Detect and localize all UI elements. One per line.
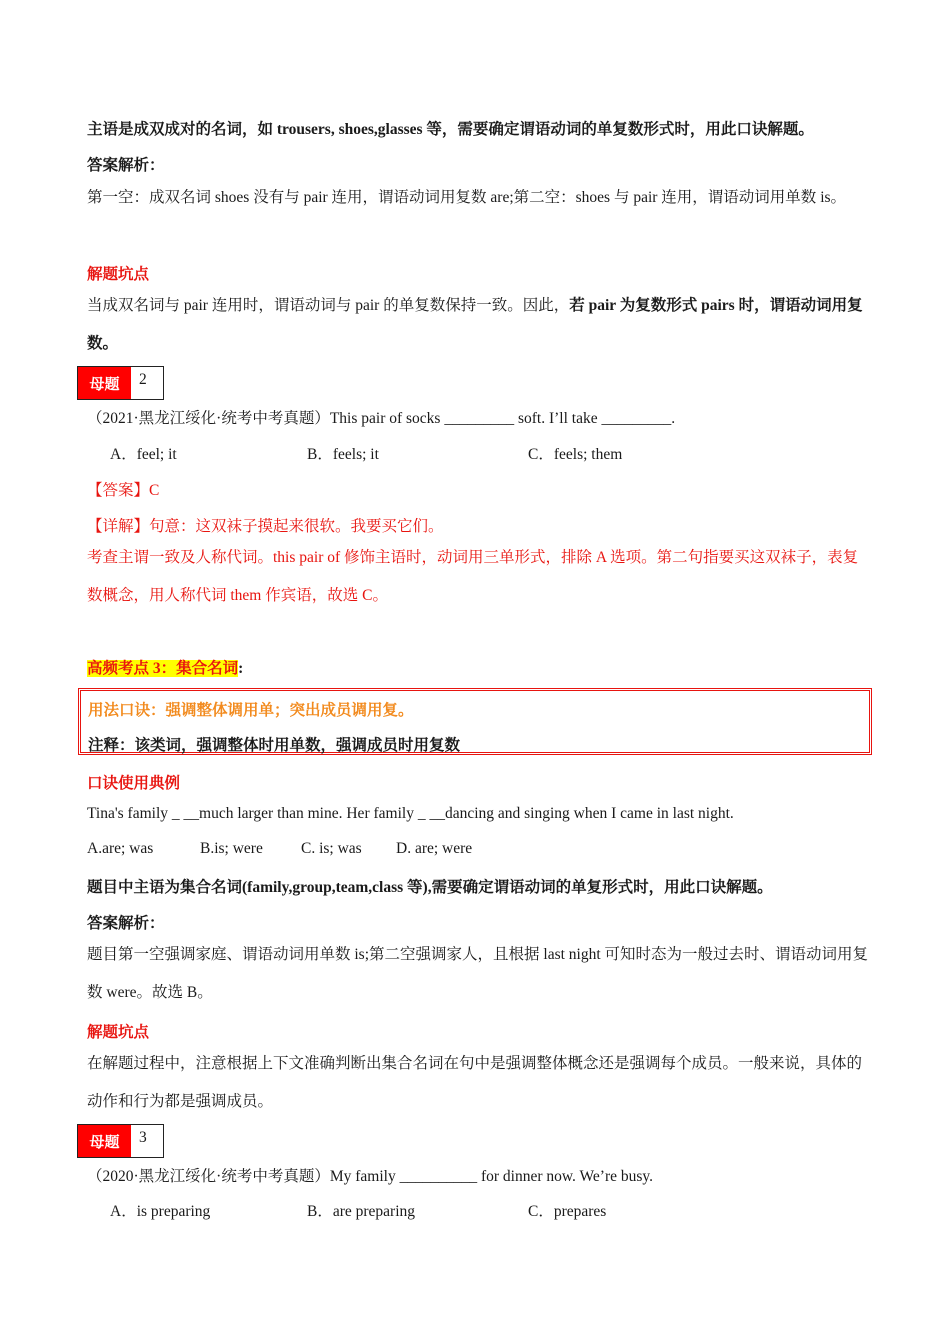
example-option-c: C. is; was xyxy=(301,840,362,857)
pitfall-text-2: 在解题过程中，注意根据上下文准确判断出集合名词在句中是强调整体概念还是强调每个成员。一般来说，具体的动作和行为都是强调成员。 xyxy=(87,1055,863,1110)
answer-line: 【答案】C xyxy=(87,482,160,499)
explanation-text: 考查主谓一致及人称代词。this pair of 修饰主语时，动词用三单形式，排除 A 选项。第二句指要买这双袜子，表复数概念，用人称代词 them 作宾语，故选 C。 xyxy=(87,549,859,604)
analysis-heading: 答案解析： xyxy=(87,157,165,174)
pitfall-heading-2: 解题坑点 xyxy=(87,1024,150,1041)
rule-note: 注释：该类词，强调整体时用单数，强调成员时用复数 xyxy=(88,737,461,754)
badge-label: 母题 xyxy=(78,367,131,399)
pitfall-text xyxy=(87,287,872,363)
question-badge xyxy=(77,366,164,400)
option-b: B．feels; it xyxy=(307,446,379,463)
subject-note: 题目中主语为集合名词(family,group,team,class 等),需要确定谓语动词的单复形式时，用此口诀解题。 xyxy=(87,879,773,896)
option-b-3: B．are preparing xyxy=(307,1203,416,1220)
pitfall-heading: 解题坑点 xyxy=(87,266,150,283)
analysis-text: 第一空：成双名词 shoes 没有与 pair 连用，谓语动词用复数 are;第二空：shoes 与 pair 连用，谓语动词用单数 is。 xyxy=(87,189,847,206)
badge-label-3: 母题 xyxy=(78,1125,131,1157)
example-option-a: A.are; was xyxy=(87,840,154,857)
example-option-d: D. are; were xyxy=(396,840,473,857)
pitfall-text-plain: 当成双名词与 pair 连用时，谓语动词与 pair 的单复数保持一致。因此， xyxy=(87,297,570,314)
question-text-3: （2020·黑龙江绥化·统考中考真题）My family __________ for dinner now. We’re busy. xyxy=(87,1168,654,1185)
pitfall-text-bold: 若 pair 为复数形式 pairs 时，谓语动词用复数。 xyxy=(87,297,863,352)
question-badge-3 xyxy=(77,1124,164,1158)
rule-box xyxy=(78,688,872,755)
rule-line: 主语是成双成对的名词，如 trousers, shoes,glasses 等，需要确定谓语动词的单复数形式时，用此口诀解题。 xyxy=(87,121,814,138)
analysis-heading-2: 答案解析： xyxy=(87,915,165,932)
rule-mnemonic: 用法口诀：强调整体调用单；突出成员调用复。 xyxy=(88,702,414,719)
option-c-3: C．prepares xyxy=(528,1203,607,1220)
section-title xyxy=(87,656,872,678)
option-a: A．feel; it xyxy=(110,446,177,463)
badge-number-3: 3 xyxy=(139,1129,147,1146)
section-title-colon: : xyxy=(238,660,244,677)
example-sentence: Tina's family _ __much larger than mine. Her family _ __dancing and singing when I came in last night. xyxy=(87,805,734,822)
badge-number: 2 xyxy=(139,371,147,388)
section-title-text: 高频考点 3：集合名词 xyxy=(87,660,239,677)
option-c: C．feels; them xyxy=(528,446,623,463)
detail-line: 【详解】句意：这双袜子摸起来很软。我要买它们。 xyxy=(87,518,444,535)
analysis-text-2: 题目第一空强调家庭、谓语动词用单数 is;第二空强调家人，且根据 last night 可知时态为一般过去时、谓语动词用复数 were。故选 B。 xyxy=(87,946,869,1001)
option-a-3: A．is preparing xyxy=(110,1203,211,1220)
example-option-b: B.is; were xyxy=(200,840,263,857)
question-text: （2021·黑龙江绥化·统考中考真题）This pair of socks _________ soft. I’ll take _________. xyxy=(87,410,676,427)
example-heading: 口诀使用典例 xyxy=(87,775,181,792)
